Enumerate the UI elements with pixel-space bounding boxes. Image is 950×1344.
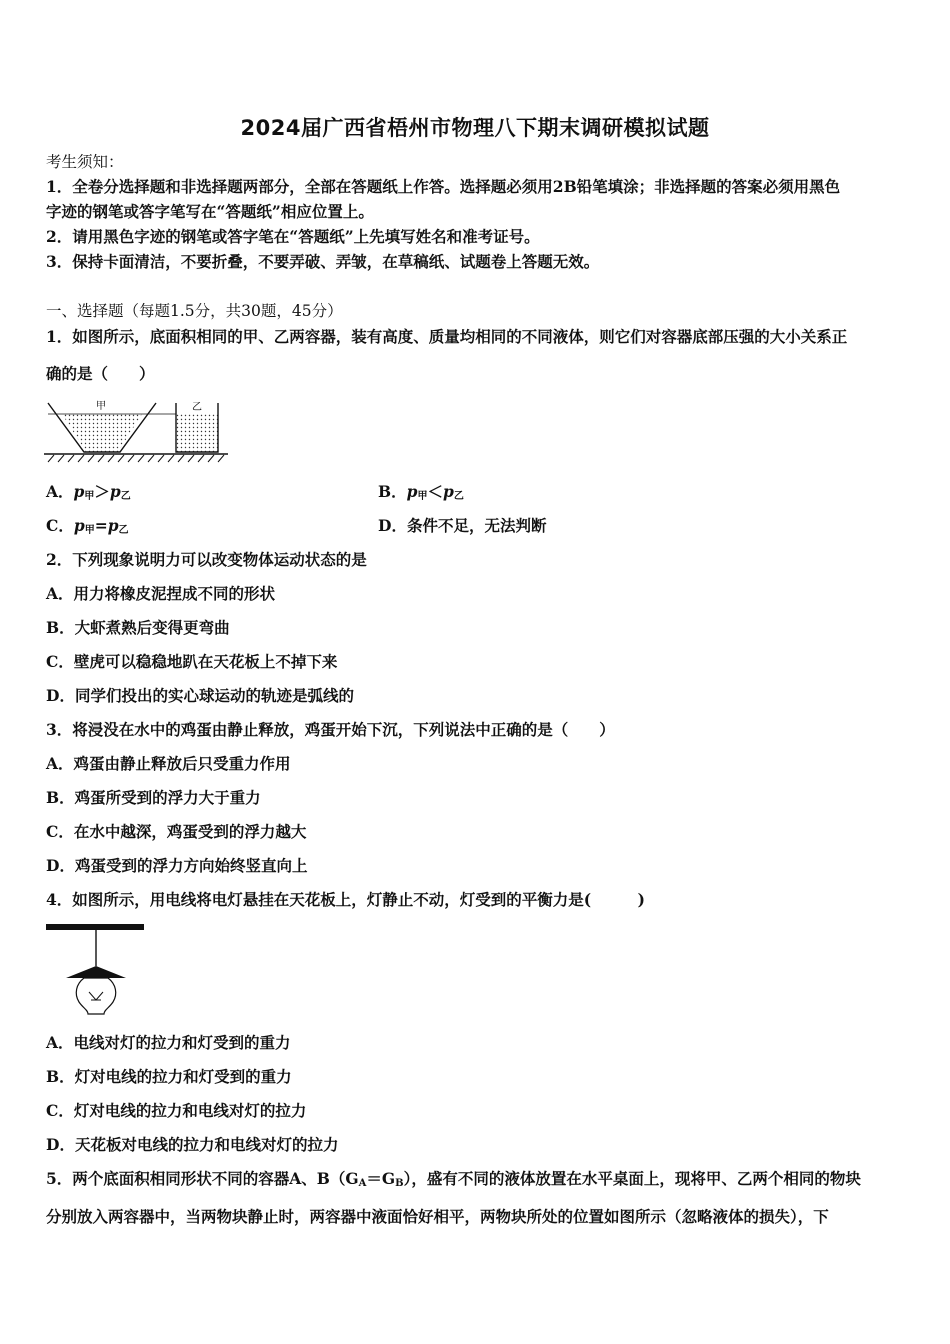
q4-option-b[interactable]: B．灯对电线的拉力和灯受到的重力 bbox=[46, 1067, 292, 1086]
q3-stem: 3．将浸没在水中的鸡蛋由静止释放，鸡蛋开始下沉，下列说法中正确的是（ ） bbox=[46, 720, 615, 739]
notice-item: 2．请用黑色字迹的钢笔或答字笔在“答题纸”上先填写姓名和准考证号。 bbox=[46, 227, 540, 246]
q1-option-d[interactable]: D．条件不足，无法判断 bbox=[378, 516, 547, 535]
notice-item: 3．保持卡面清洁，不要折叠，不要弄破、弄皱，在草稿纸、试题卷上答题无效。 bbox=[46, 252, 600, 271]
q1-stem-line2: 确的是（ ） bbox=[46, 364, 155, 383]
q5-stem-line2: 分别放入两容器中，当两物块静止时，两容器中液面恰好相平，两物块所处的位置如图所示（忽略液体的损失），下 bbox=[46, 1207, 829, 1226]
q1-containers-figure bbox=[44, 398, 228, 464]
q1-stem-line1: 1．如图所示，底面积相同的甲、乙两容器，装有高度、质量均相同的不同液体，则它们对容器底部压强的大小关系正 bbox=[46, 327, 848, 346]
q2-option-c[interactable]: C．壁虎可以稳稳地趴在天花板上不掉下来 bbox=[46, 652, 338, 671]
q3-option-c[interactable]: C．在水中越深，鸡蛋受到的浮力越大 bbox=[46, 822, 307, 841]
q5-stem-line1: 5．两个底面积相同形状不同的容器A、$B(G_A=G_B)$，盛有不同的液体放置在水平桌面上，现将甲、乙两个相同的物块 bbox=[46, 1169, 861, 1189]
q3-option-a[interactable]: A．鸡蛋由静止释放后只受重力作用 bbox=[46, 754, 291, 773]
q4-option-a[interactable]: A．电线对灯的拉力和灯受到的重力 bbox=[46, 1033, 291, 1052]
q2-stem: 2．下列现象说明力可以改变物体运动状态的是 bbox=[46, 550, 367, 569]
ground-hatching bbox=[48, 455, 224, 462]
notice-item: 字迹的钢笔或答字笔写在“答题纸”相应位置上。 bbox=[46, 202, 374, 221]
container-a-label: 甲 bbox=[96, 401, 106, 412]
ceiling-bar bbox=[46, 924, 144, 930]
section-heading: 一、选择题（每题1.5分，共30题，45分） bbox=[46, 302, 343, 320]
light-bulb bbox=[76, 978, 115, 1014]
q3-option-b[interactable]: B．鸡蛋所受到的浮力大于重力 bbox=[46, 788, 261, 807]
container-a-liquid bbox=[62, 414, 142, 452]
q1-option-a[interactable]: A．$p_甲>p_乙$ bbox=[46, 482, 131, 502]
lampshade bbox=[66, 966, 126, 978]
container-b-liquid bbox=[176, 414, 218, 452]
q4-option-c[interactable]: C．灯对电线的拉力和电线对灯的拉力 bbox=[46, 1101, 307, 1120]
q2-option-d[interactable]: D．同学们投出的实心球运动的轨迹是弧线的 bbox=[46, 686, 354, 705]
q4-hanging-lamp-figure bbox=[46, 922, 146, 1018]
page-title: 2024届广西省梧州市物理八下期末调研模拟试题 bbox=[240, 116, 710, 140]
q2-option-a[interactable]: A．用力将橡皮泥捏成不同的形状 bbox=[46, 584, 276, 603]
q1-option-b[interactable]: B．$p_甲<p_乙$ bbox=[378, 482, 464, 502]
notice-heading: 考生须知： bbox=[46, 153, 124, 171]
q4-stem: 4．如图所示，用电线将电灯悬挂在天花板上，灯静止不动，灯受到的平衡力是( ) bbox=[46, 890, 645, 909]
q2-option-b[interactable]: B．大虾煮熟后变得更弯曲 bbox=[46, 618, 230, 637]
q4-option-d[interactable]: D．天花板对电线的拉力和电线对灯的拉力 bbox=[46, 1135, 339, 1154]
notice-item: 1．全卷分选择题和非选择题两部分，全部在答题纸上作答。选择题必须用2B铅笔填涂；非选择题的答案必须用黑色 bbox=[46, 177, 841, 196]
q1-option-c[interactable]: C．$p_甲=p_乙$ bbox=[46, 516, 129, 536]
q3-option-d[interactable]: D．鸡蛋受到的浮力方向始终竖直向上 bbox=[46, 856, 308, 875]
container-b-label: 乙 bbox=[192, 402, 202, 413]
